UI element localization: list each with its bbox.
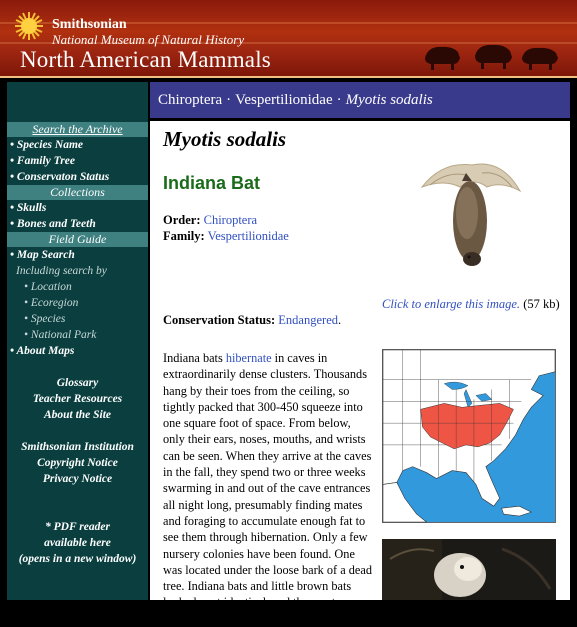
- family-row: [163, 229, 289, 244]
- nav-item-species-name[interactable]: • Species Name: [10, 139, 84, 151]
- nav-item-about-maps[interactable]: • About Maps: [10, 345, 75, 357]
- breadcrumb-species: Myotis sodalis: [345, 92, 433, 108]
- nav-item-bones-teeth[interactable]: • Bones and Teeth: [10, 218, 96, 230]
- nav-link-privacy[interactable]: Privacy Notice: [42, 473, 113, 485]
- range-map[interactable]: [382, 349, 556, 523]
- muskoxen-silhouette-icon: [420, 36, 570, 74]
- nav-subitem-location[interactable]: • Location: [24, 281, 72, 293]
- hibernate-link[interactable]: hibernate: [225, 351, 272, 365]
- nav-subitem-national-park[interactable]: • National Park: [24, 329, 97, 341]
- order-link[interactable]: Chiroptera: [203, 213, 258, 227]
- enlarge-image-link[interactable]: Click to enlarge this image.: [382, 297, 521, 311]
- nav-head-field-guide: Field Guide: [7, 232, 148, 247]
- family-link[interactable]: Vespertilionidae: [207, 229, 289, 243]
- nav-pdf-reader-link[interactable]: available here: [44, 537, 111, 549]
- nav-subitem-species[interactable]: • Species: [24, 313, 66, 325]
- common-name-heading: Indiana Bat: [163, 173, 261, 193]
- nav-pdf-new-window-note[interactable]: (opens in a new window): [18, 553, 137, 565]
- smithsonian-sun-logo-icon[interactable]: [14, 11, 44, 41]
- conservation-row: [163, 313, 341, 328]
- image-size: (57 kb): [523, 297, 560, 311]
- order-label: Order:: [163, 213, 201, 227]
- institution-name[interactable]: Smithsonian: [52, 17, 127, 32]
- header-divider: [0, 76, 577, 78]
- sidebar-spacer: [7, 423, 148, 439]
- breadcrumb-family[interactable]: Vespertilionidae: [235, 92, 333, 108]
- nav-item-skulls[interactable]: • Skulls: [10, 202, 47, 214]
- species-description: [163, 350, 373, 627]
- nav-link-copyright[interactable]: Copyright Notice: [37, 457, 118, 469]
- conservation-label: Conservation Status:: [163, 313, 276, 327]
- conservation-period: .: [338, 313, 342, 327]
- nav-link-smithsonian[interactable]: Smithsonian Institution: [21, 441, 134, 453]
- sidebar-spacer: [7, 487, 148, 519]
- description-text: Indiana bats: [163, 351, 226, 365]
- nav-pdf-reader-link[interactable]: * PDF reader: [45, 521, 110, 533]
- breadcrumb-separator: ·: [226, 92, 232, 108]
- nav-item-family-tree[interactable]: • Family Tree: [10, 155, 75, 167]
- scientific-name-heading: Myotis sodalis: [163, 127, 287, 151]
- breadcrumb-order[interactable]: Chiroptera: [158, 92, 223, 108]
- hibernating-bat-photo[interactable]: [382, 539, 556, 600]
- sidebar-spacer: [7, 82, 148, 122]
- site-title[interactable]: North American Mammals: [20, 47, 271, 72]
- nav-including-search-label: Including search by: [16, 265, 107, 277]
- conservation-link[interactable]: Endangered: [278, 313, 338, 327]
- breadcrumb-separator: ·: [336, 92, 342, 108]
- species-content: [150, 121, 570, 626]
- site-header: [0, 0, 577, 78]
- nav-link-teacher-resources[interactable]: Teacher Resources: [32, 393, 123, 405]
- nav-item-conservation-status[interactable]: • Conservaton Status: [10, 171, 110, 183]
- nav-head-collections: Collections: [7, 185, 148, 200]
- sidebar-spacer: [7, 359, 148, 375]
- breadcrumb: [150, 82, 570, 118]
- nav-link-glossary[interactable]: Glossary: [56, 377, 99, 389]
- order-row: [163, 213, 257, 228]
- description-text: in caves in extraordinarily dense clusters. Thousands hang by their toes from the ceiling, so tightly packed that 300-450 squeeze into one square foot of space. From below, only their ears, noses, mouths, and wrists can be seen. When they arrive at the caves in the fall, they spend two or three weeks swarming in and out of the cave entrances all night long, presumably finding mates and foraging to accumulate enough fat to see them through hibernation. Only a few nursery colonies have been found. One was located under the loose bark of a dead tree. Indiana bats and little brown bats look almost identical, and the most reliable: [163, 351, 372, 626]
- family-label: Family:: [163, 229, 205, 243]
- indiana-bat-photo[interactable]: [412, 151, 527, 269]
- museum-name[interactable]: National Museum of Natural History: [52, 32, 245, 47]
- nav-item-map-search[interactable]: • Map Search: [10, 249, 75, 261]
- nav-link-about-site[interactable]: About the Site: [43, 409, 112, 421]
- nav-subitem-ecoregion[interactable]: • Ecoregion: [24, 297, 79, 309]
- sidebar-nav: [7, 82, 148, 600]
- enlarge-image-note: [382, 296, 562, 312]
- nav-head-search-archive[interactable]: Search the Archive: [7, 122, 148, 137]
